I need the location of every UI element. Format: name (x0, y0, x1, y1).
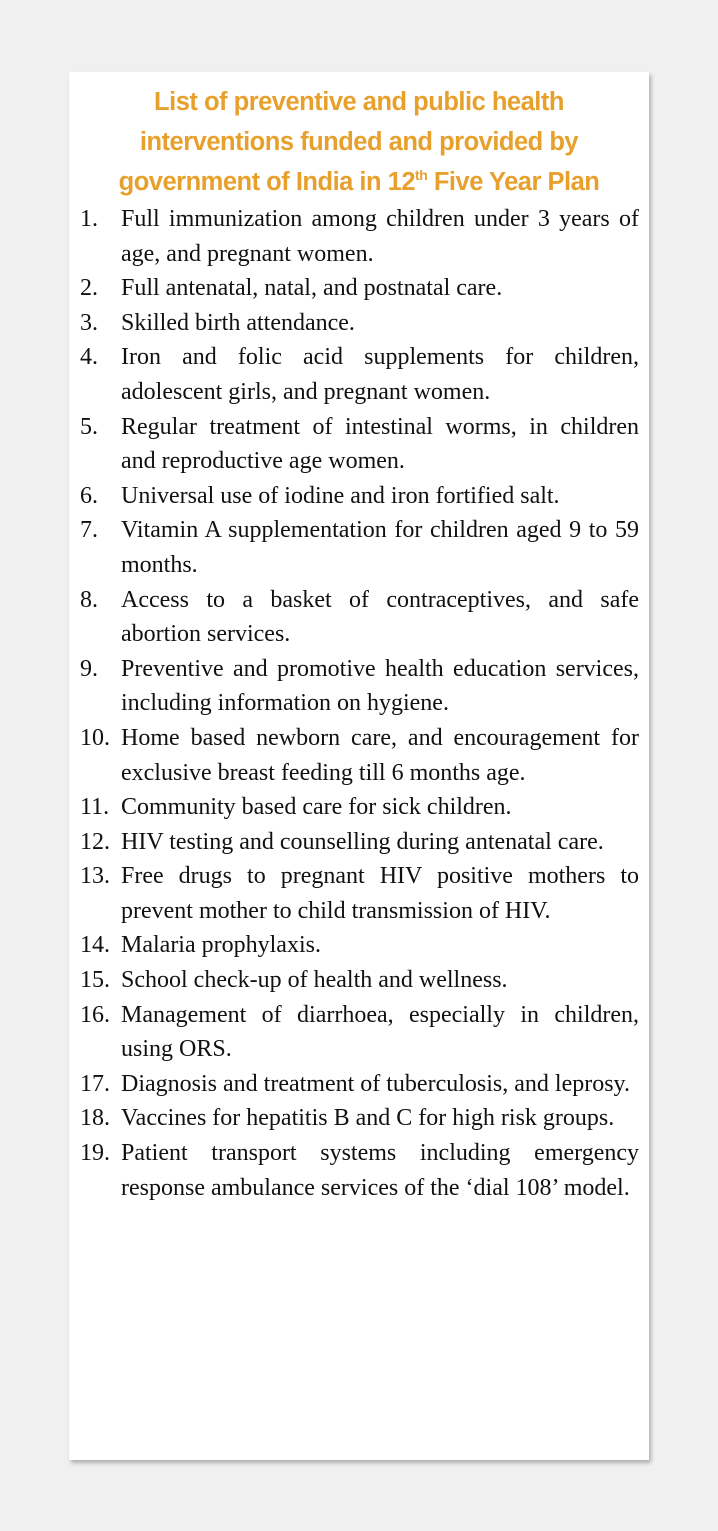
item-number: 4. (80, 344, 98, 371)
item-number: 17. (80, 1070, 110, 1097)
list-item (79, 271, 639, 306)
list-item (79, 790, 639, 825)
item-number: 1. (80, 206, 98, 232)
list-item (79, 825, 639, 860)
list-item (79, 928, 639, 963)
item-number: 14. (80, 932, 110, 959)
list-item (79, 340, 639, 409)
item-text: Community based care for sick children. (121, 794, 512, 821)
item-number: 3. (80, 309, 98, 336)
item-text: Management of diarrhoea, especially in children, using ORS. (121, 1001, 639, 1063)
item-number: 5. (80, 413, 98, 440)
title-line-2: interventions funded and provided by (139, 128, 579, 156)
item-text: Access to a basket of contraceptives, and safe abortion services. (121, 586, 639, 648)
list-item (79, 306, 639, 341)
list-item (79, 479, 639, 514)
item-text: Full immunization among children under 3 years of age, and pregnant women. (121, 206, 639, 267)
item-number: 9. (80, 655, 98, 682)
title-line-3-prefix: government of India in 12 (118, 168, 416, 196)
list-item (79, 202, 639, 271)
item-number: 7. (80, 517, 98, 544)
item-number: 19. (80, 1140, 110, 1167)
title-superscript: th (415, 167, 428, 183)
list-item (79, 652, 639, 721)
item-text: Skilled birth attendance. (121, 309, 355, 336)
item-text: Diagnosis and treatment of tuberculosis, and leprosy. (121, 1070, 630, 1097)
item-text: Vitamin A supplementation for children aged 9 to 59 months. (121, 517, 639, 578)
item-text: HIV testing and counselling during antenatal care. (121, 828, 604, 855)
item-text: Preventive and promotive health education services, including information on hygiene. (121, 655, 639, 717)
list-item (79, 1101, 639, 1136)
item-number: 10. (80, 724, 110, 751)
list-item (79, 1067, 639, 1102)
interventions-card (69, 72, 649, 1460)
list-item (79, 721, 639, 790)
item-number: 15. (80, 967, 110, 994)
list-item (79, 859, 639, 928)
item-text: Full antenatal, natal, and postnatal care. (121, 275, 503, 302)
item-text: Home based newborn care, and encouragement for exclusive breast feeding till 6 months age. (121, 724, 639, 786)
list-item (79, 410, 639, 479)
interventions-list (79, 202, 639, 1205)
list-item (79, 513, 639, 582)
item-number: 13. (80, 863, 110, 890)
list-item (79, 998, 639, 1067)
list-item (79, 1136, 639, 1205)
item-number: 6. (80, 482, 98, 509)
item-text: Iron and folic acid supplements for children, adolescent girls, and pregnant women. (121, 344, 639, 405)
item-number: 18. (80, 1105, 110, 1132)
title-line-1: List of preventive and public health (154, 88, 564, 116)
item-number: 12. (80, 828, 110, 855)
list-item (79, 963, 639, 998)
list-item (79, 583, 639, 652)
card-title (79, 82, 639, 202)
item-text: Malaria prophylaxis. (121, 932, 321, 959)
item-text: Free drugs to pregnant HIV positive mothers to prevent mother to child transmission of HIV. (121, 863, 639, 924)
item-number: 11. (80, 794, 110, 821)
item-number: 2. (80, 275, 98, 302)
item-number: 8. (80, 586, 98, 613)
title-line-3-suffix: Five Year Plan (427, 168, 600, 196)
item-text: Regular treatment of intestinal worms, in children and reproductive age women. (121, 413, 639, 475)
item-number: 16. (80, 1001, 110, 1028)
item-text: School check-up of health and wellness. (121, 967, 508, 994)
item-text: Universal use of iodine and iron fortified salt. (121, 482, 560, 509)
item-text: Patient transport systems including emergency response ambulance services of the ‘dial 108’ model. (121, 1140, 639, 1201)
item-text: Vaccines for hepatitis B and C for high risk groups. (121, 1105, 615, 1132)
